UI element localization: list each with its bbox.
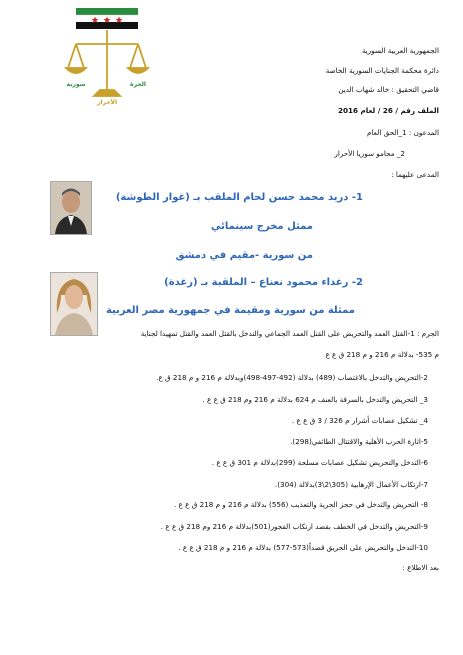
logo-bottom-text: الأحرار [96, 99, 118, 106]
defendants-label: المدعى عليهما : [391, 170, 439, 179]
plaintiffs-line [367, 128, 439, 137]
defendant-1-photo [50, 181, 92, 235]
defendant-1-role: ممثل مخرج سينمائي [210, 221, 313, 232]
file-number-line: الملف رقم / 26 / لعام 2016 [338, 106, 439, 115]
crime-3: 3_ التحريض والتدخل بالسرقة بالعنف م 624 بدلالة م 216 وم 218 ق ع ع . [202, 395, 428, 404]
plaintiffs-label: المدعون : [408, 128, 439, 137]
defendant-1-name: 1- دريد محمد حسن لحام الملقب بـ (غوار الطوشة) [115, 192, 363, 203]
logo-left-text: سورية [66, 81, 86, 88]
crime-5: 5-اثارة الحرب الأهلية والاقتتال الطائفي(298). [290, 437, 428, 446]
defendant-2-photo [50, 272, 98, 336]
crime-6: 6-التدخل والتحريض تشكيل عصابات مسلحة (299)بدلالة م 301 ق ع ع . [211, 458, 428, 467]
crime-8: 8- التحريض والتدخل في حجز الحرية والتعذيب (556) بدلالة م 216 و م 218 ق ع ع . [173, 500, 428, 509]
flag-icon [76, 8, 138, 29]
crime-9: 9-التحريض والتدخل في الخطف بقصد ارتكاب الفجور(501)بدلالة م 216 وم 218 ق ع ع . [160, 522, 428, 531]
plaintiff-2: 2_ محامو سوريا الأحرار [334, 149, 405, 158]
defendant-2-origin: ممثلة من سورية ومقيمة في جمهورية مصر العربية [105, 305, 355, 316]
crime-1b: م 535- بدلالة م 216 و م 218 ق ع ع [325, 350, 439, 359]
defendant-2-name: 2- رغداء محمود نعناع – الملقبة بـ (رغدة) [164, 277, 363, 288]
crime-10: 10-التدخل والتحريض على الحريق قصداً(573-577) بدلالة م 216 و م 218 ق ع ع . [178, 543, 428, 552]
republic-line: الجمهورية العربية السورية [361, 46, 439, 55]
court-line: دائرة محكمة الجنايات السورية الخاصة [325, 66, 439, 75]
crime-2: 2-التحريض والتدخل بالاغتصاب (489) بدلالة (492-497-498)وبدلالة م 216 و م 218 ق ع. [156, 373, 428, 382]
footer-line: بعد الاطلاع : [402, 563, 439, 572]
defendant-1-origin: من سورية -مقيم في دمشق [175, 250, 313, 261]
judge-line: قاضي التحقيق : خالد شهاب الدين [338, 85, 439, 94]
crime-4: 4_ تشكيل عصابات أشرار م 326 / 3 ق ع ع . [291, 416, 428, 425]
crime-7: 7-ارتكاب الأعمال الإرهابية (305\2\3)بدلالة (304). [274, 480, 428, 489]
crime-1a: الجرم : 1-القتل العمد والتحريض على القتل العمد الجماعي والتدخل بالقتل العمد والقتل تمهيدا لجناية [140, 329, 439, 338]
logo-right-text: الحرة [130, 81, 146, 88]
plaintiff-1: 1_الحق العام [367, 128, 407, 137]
scales-of-justice-logo [62, 6, 152, 106]
